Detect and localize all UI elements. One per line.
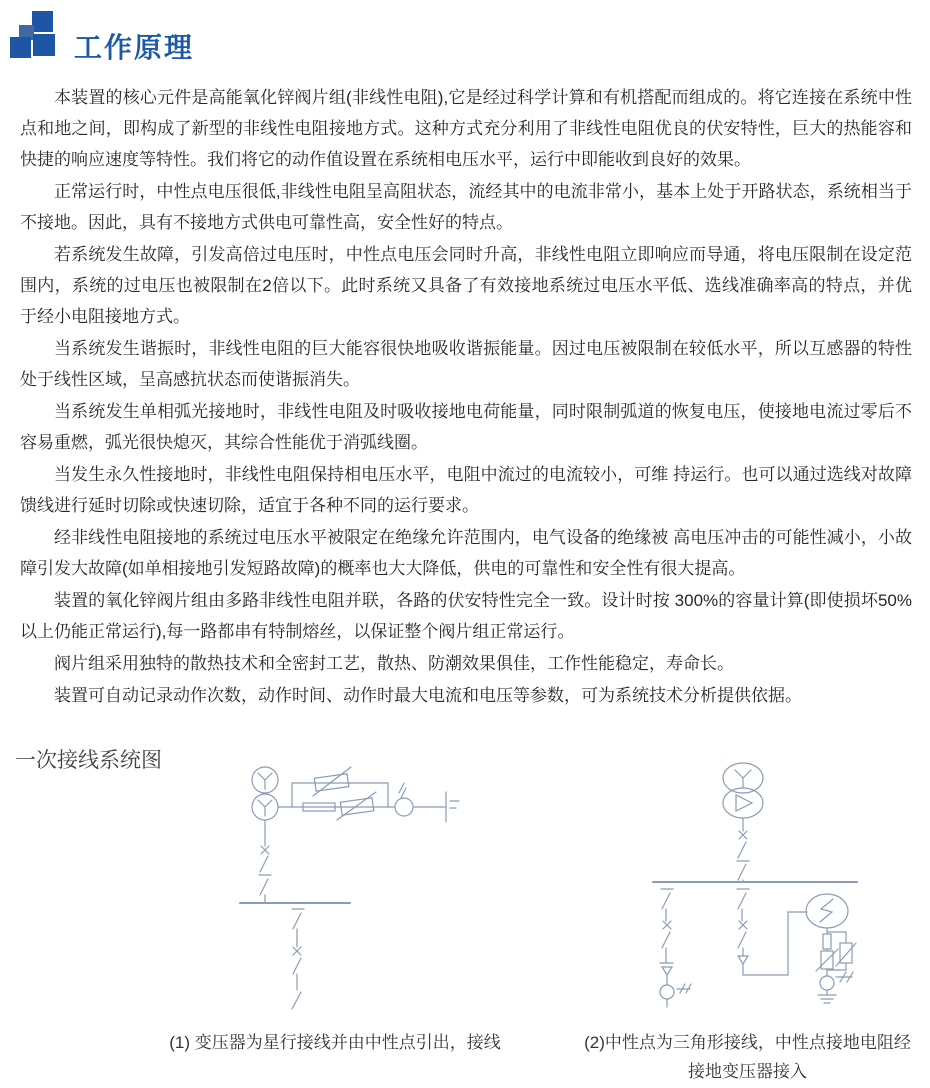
breaker-x-symbol	[739, 921, 747, 929]
principle-text	[20, 82, 912, 712]
diagram-2-caption-line2: 接地变压器接入	[688, 1062, 807, 1081]
not-connected-icon	[677, 984, 691, 993]
neutral-branch	[278, 767, 459, 822]
paragraph: 当系统发生谐振时，非线性电阻的巨大能容很快地吸收谐振能量。因过电压被限制在较低水平，所以互感器的特性处于线性区域，呈高感抗状态而使谐振消失。	[20, 339, 912, 389]
outgoing-feeder	[292, 909, 304, 1009]
not-connected-icon	[836, 972, 853, 982]
middle-feeder	[737, 889, 807, 975]
paragraph: 本装置的核心元件是高能氧化锌阀片组(非线性电阻),它是经过科学计算和有机搭配而组成的。将它连接在系统中性点和地之间，即构成了新型的非线性电阻接地方式。这种方式充分利用了非线性电阻优良的伏安特性，巨大的热能容和快捷的响应速度等特性。我们将它的动作值设置在系统相电压水平，运行中即能收到良好的效果。	[20, 88, 912, 169]
diagram-section-heading: 一次接线系统图	[15, 749, 162, 772]
counter-symbol	[395, 798, 413, 816]
logo-squares-icon	[10, 8, 68, 60]
breaker-x-symbol	[663, 921, 671, 929]
paragraph: 经非线性电阻接地的系统过电压水平被限定在绝缘允许范围内，电气设备的绝缘被 高电压冲击的可能性减小，小故障引发大故障(如单相接地引发短路故障)的概率也大大降低，供电的可靠性和安全性有很大提高。	[20, 528, 912, 578]
fuse-symbol	[823, 934, 831, 949]
counter-symbol	[820, 976, 834, 990]
diagram-1-caption: (1) 变压器为星行接线并由中性点引出，接线	[169, 1033, 501, 1052]
wiring-diagram-1	[225, 762, 475, 1017]
grounding-transformer-symbol	[806, 894, 848, 928]
arrow-down-symbol	[662, 967, 672, 975]
logo-square	[33, 34, 55, 56]
transformer-feeder	[737, 818, 749, 882]
varistor-arrow	[313, 767, 351, 796]
paragraph: 阀片组采用独特的散热技术和全密封工艺，散热、防潮效果俱佳，工作性能稳定，寿命长。	[54, 654, 734, 673]
logo-square	[32, 11, 53, 32]
paragraph: 装置可自动记录动作次数，动作时间、动作时最大电流和电压等参数，可为系统技术分析提供依据。	[54, 686, 802, 705]
varistor-arrow	[337, 792, 376, 820]
diagram-2-caption	[575, 1028, 920, 1086]
paragraph: 当系统发生单相弧光接地时，非线性电阻及时吸收接地电荷能量，同时限制弧道的恢复电压，使接地电流过零后不容易重燃，弧光很快熄灭，其综合性能优于消弧线圈。	[20, 402, 912, 452]
transformer-delta-symbol	[723, 763, 763, 818]
load-symbol	[660, 985, 674, 999]
transformer-feeder	[259, 820, 271, 903]
resistor-branch	[816, 928, 856, 1003]
transformer-star-symbol	[252, 767, 278, 820]
diagram-2-caption-line1: (2)中性点为三角形接线，中性点接地电阻经	[584, 1033, 911, 1052]
breaker-x-symbol	[293, 947, 301, 955]
breaker-x-symbol	[739, 831, 747, 839]
paragraph: 正常运行时，中性点电压很低,非线性电阻呈高阻状态，流经其中的电流非常小，基本上处于开路状态，系统相当于不接地。因此，具有不接地方式供电可靠性高，安全性好的特点。	[20, 182, 912, 232]
left-feeder	[660, 889, 691, 1007]
page-title: 工作原理	[74, 32, 195, 63]
paragraph: 当发生永久性接地时，非线性电阻保持相电压水平，电阻中流过的电流较小，可维 持运行。也可以通过选线对故障馈线进行延时切除或快速切除，适宜于各种不同的运行要求。	[20, 465, 912, 515]
wiring-diagram-2	[635, 758, 865, 1018]
arrow-down-symbol	[738, 956, 748, 964]
paragraph: 装置的氧化锌阀片组由多路非线性电阻并联，各路的伏安特性完全一致。设计时按 300%的容量计算(即使损坏50%以上仍能正常运行),每一路都串有特制熔丝，以保证整个阀片组正常运行。	[20, 591, 912, 641]
breaker-x-symbol	[261, 846, 269, 854]
ground-symbol	[446, 792, 459, 822]
spark-gap-icon	[399, 783, 406, 798]
ground-symbol	[818, 995, 836, 1003]
paragraph: 若系统发生故障，引发高倍过电压时，中性点电压会同时升高，非线性电阻立即响应而导通，将电压限制在设定范围内，系统的过电压也被限制在2倍以下。此时系统又具备了有效接地系统过电压水平低、选线准确率高的特点，并优于经小电阻接地方式。	[20, 245, 912, 326]
logo-square	[10, 37, 31, 58]
varistor-arrow	[816, 949, 838, 971]
